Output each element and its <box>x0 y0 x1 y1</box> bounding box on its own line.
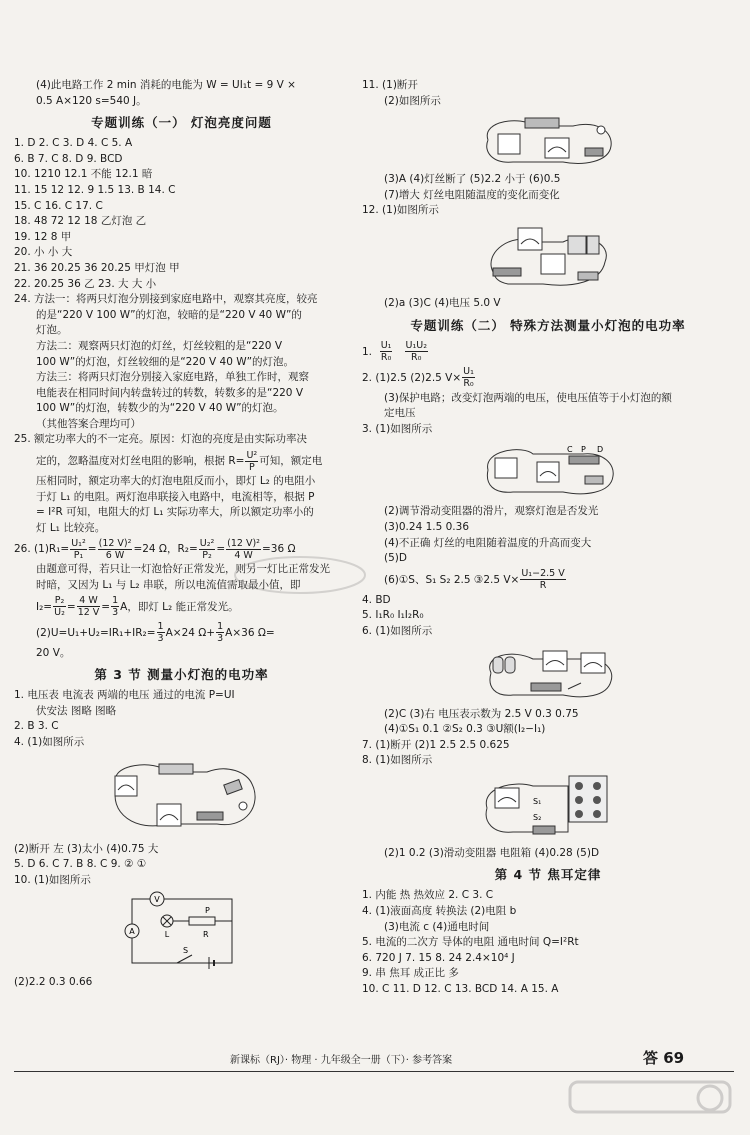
apparatus-figure-q11 <box>473 112 623 168</box>
text-line: (2)如图所示 <box>384 94 441 107</box>
text-line: (4)不正确 灯丝的电阻随着温度的升高而变大 <box>384 536 592 549</box>
fraction: $\frac{\text{P₂}}{\text{U₂}}$ <box>54 595 65 619</box>
text-line: 的是“220 V 100 W”的灯泡，较暗的是“220 V 40 W”的 <box>36 308 302 321</box>
faded-stamp <box>230 553 370 598</box>
terminal-label: P <box>581 445 586 455</box>
footer-text: 新课标（RJ）· 物理 · 九年级全一册（下）· 参考答案 <box>230 1055 453 1066</box>
slider-label: P <box>204 906 210 916</box>
fraction: $\frac{1}{3}$ <box>217 621 224 645</box>
fraction: $\frac{\text{U₁}}{\text{R₀}}$ <box>463 366 474 390</box>
text-line: 灯泡。 <box>36 324 68 337</box>
section-heading: 专题训练（二） 特殊方法测量小灯泡的电功率 <box>410 317 686 333</box>
section-heading: 第 3 节 测量小灯泡的电功率 <box>94 667 269 683</box>
text-line: (2)1 0.2 (3)滑动变阻器 电阻箱 (4)0.28 (5)D <box>384 846 600 859</box>
fraction: $\frac{1}{3}$ <box>157 621 164 645</box>
text-line: 18. 48 72 12 18 乙灯泡 乙 <box>14 215 147 228</box>
text-line: 电能表在相同时间内转盘转过的转数，转数多的是“220 V <box>36 386 304 399</box>
text-line: 方法三：将两只灯泡分别接入家庭电路，单独工作时，观察 <box>36 371 309 384</box>
fraction: $\frac{\text{(12 V)²}}{4 W}$ <box>227 537 260 561</box>
text-line: 11. (1)断开 <box>362 79 418 91</box>
text-line: 7. (1)断开 (2)1 2.5 2.5 0.625 <box>362 738 510 751</box>
text-line: 20 V。 <box>36 646 71 659</box>
text-line: 灯 L₁ 比较亮。 <box>36 521 106 534</box>
left-column <box>14 78 349 991</box>
switch-label: S₂ <box>533 812 542 822</box>
meter-label: V <box>153 895 160 905</box>
formula-line: 26. (1)R₁= $\frac{\text{U₁²}}{\text{P₁}}$ = $\frac{\text{(12 V)²}}{6 W}$ =24 Ω，R₂= $\frac{\text{U₂²}}{\text{P₂}}$ = $\frac{\text{(12 V)²}}{4 W}$ =36 Ω <box>14 537 296 561</box>
apparatus-figure-q6 <box>473 643 623 703</box>
text-line: 4. BD <box>362 593 391 606</box>
formula-line: (2)U=U₁+U₂=IR₁+IR₂= $\frac{1}{3}$ A×24 Ω+ $\frac{1}{3}$ A×36 Ω= <box>36 621 275 645</box>
text-line: 由题意可得，若只让一灯泡恰好正常发光，则另一灯比正常发光 <box>36 563 330 576</box>
text-line: 1. D 2. C 3. D 4. C 5. A <box>14 137 133 150</box>
apparatus-figure-q3 <box>473 440 623 500</box>
formula-line: 1. $\frac{\text{U₁}}{\text{R₀}}$ $\frac{\text{U₁U₂}}{\text{R₀}}$ <box>362 340 428 364</box>
text-line: 方法二：观察两只灯泡的灯丝，灯丝较粗的是“220 V <box>36 339 283 352</box>
text-line: (2)a (3)C (4)电压 5.0 V <box>384 296 501 309</box>
text-line: 3. (1)如图所示 <box>362 422 433 435</box>
switch-label: S₁ <box>533 796 542 806</box>
fraction: $\frac{\text{U₁U₂}}{\text{R₀}}$ <box>405 340 428 364</box>
fraction: $\frac{\text{U²}}{P}$ <box>246 449 258 473</box>
text-line: (3)保护电路；改变灯泡两端的电压，使电压值等于小灯泡的额 <box>384 391 672 404</box>
meter-label: A <box>128 927 135 937</box>
page-number: 答 69 <box>643 1049 685 1067</box>
text-line: 压相同时，额定功率大的灯泡电阻反而小，即灯 L₂ 的电阻小 <box>36 475 316 488</box>
text-line: (3)A (4)灯丝断了 (5)2.2 小于 (6)0.5 <box>384 173 561 186</box>
fraction: $\frac{\text{U₁−2.5 V}}{R}$ <box>521 568 565 592</box>
fraction: $\frac{\text{(12 V)²}}{6 W}$ <box>98 537 132 561</box>
text-line: 10. (1)如图所示 <box>14 873 91 886</box>
fraction: $\frac{1}{3}$ <box>112 595 119 619</box>
terminal-label: D <box>597 445 604 455</box>
text-line: 100 W”的灯泡，转数少的为“220 V 40 W”的灯泡。 <box>36 402 284 415</box>
text-line: 12. (1)如图所示 <box>362 204 439 217</box>
text-line: 于灯 L₁ 的电阻。两灯泡串联接入电路中，电流相等，根据 P <box>36 490 315 503</box>
apparatus-figure-q4 <box>97 754 267 838</box>
fraction: $\frac{\text{U₁}}{\text{R₀}}$ <box>380 340 392 364</box>
text-line: 11. 15 12 12. 9 1.5 13. B 14. C <box>14 183 176 196</box>
text-line: 100 W”的灯泡，灯丝较细的是“220 V 40 W”的灯泡。 <box>36 355 295 368</box>
section-heading: 第 4 节 焦耳定律 <box>494 867 602 883</box>
apparatus-figure-q8 <box>473 772 623 842</box>
text-line: 5. 电流的二次方 导体的电阻 通电时间 Q=I²Rt <box>362 936 579 949</box>
circuit-diagram-q10 <box>117 891 247 971</box>
text-line: 10. 1210 12.1 不能 12.1 暗 <box>14 168 153 181</box>
fraction: $\frac{\text{U₁²}}{\text{P₁}}$ <box>71 537 86 561</box>
text-line: 4. (1)液面高度 转换法 (2)电阻 b <box>362 905 517 918</box>
text-line: (2)2.2 0.3 0.66 <box>14 976 93 989</box>
text-line: (5)D <box>384 552 407 565</box>
text-line: (4)此电路工作 2 min 消耗的电能为 W = UI₁t = 9 V × <box>36 79 296 91</box>
formula-line: 定的，忽略温度对灯丝电阻的影响，根据 R= $\frac{\text{U²}}{P}$ 可知，额定电 <box>36 449 323 473</box>
text-line: 9. 串 焦耳 成正比 多 <box>362 967 459 980</box>
terminal-label: C <box>567 445 573 455</box>
lamp-label: L <box>164 930 169 940</box>
text-line: 22. 20.25 36 乙 23. 大 大 小 <box>14 277 157 290</box>
watermark-logo <box>560 1078 740 1133</box>
text-line: 25. 额定功率大的不一定亮。原因：灯泡的亮度是由实际功率决 <box>14 433 308 446</box>
text-line: (3)0.24 1.5 0.36 <box>384 520 470 533</box>
resistor-label: R <box>202 930 209 940</box>
text-line: 20. 小 小 大 <box>14 246 73 259</box>
text-line: 5. D 6. C 7. B 8. C 9. ② ① <box>14 858 147 871</box>
text-line: 定电压 <box>384 407 416 420</box>
apparatus-figure-q12 <box>473 222 623 292</box>
text-line: 时暗，又因为 L₁ 与 L₂ 串联，所以电流值需取最小值，即 <box>36 579 301 592</box>
text-line: 6. 720 J 7. 15 8. 24 2.4×10⁴ J <box>362 951 515 964</box>
text-line: (2)调节滑动变阻器的滑片，观察灯泡是否发光 <box>384 505 599 518</box>
text-line: 4. (1)如图所示 <box>14 736 85 748</box>
text-line: 19. 12 8 甲 <box>14 230 72 243</box>
fraction: $\frac{\text{U₂²}}{\text{P₂}}$ <box>199 537 215 561</box>
text-line: 6. (1)如图所示 <box>362 624 433 637</box>
text-line: (7)增大 灯丝电阻随温度的变化而变化 <box>384 188 560 201</box>
section-heading: 专题训练（一） 灯泡亮度问题 <box>91 115 272 131</box>
formula-line: I₂= $\frac{\text{P₂}}{\text{U₂}}$ = $\frac{4 W}{12 V}$ = $\frac{1}{3}$ A，即灯 L₂ 能正常发光。 <box>36 595 239 619</box>
text-line: 21. 36 20.25 36 20.25 甲灯泡 甲 <box>14 261 180 274</box>
fraction: $\frac{4 W}{12 V}$ <box>77 595 100 619</box>
text-line: 伏安法 图略 图略 <box>36 704 117 717</box>
text-line: 5. I₁R₀ I₁I₂R₀ <box>362 609 424 622</box>
text-line: 6. B 7. C 8. D 9. BCD <box>14 152 123 165</box>
text-line: 8. (1)如图所示 <box>362 754 433 767</box>
formula-line: 2. (1)2.5 (2)2.5 V× $\frac{\text{U₁}}{\text{R₀}}$ <box>362 366 474 390</box>
text-line: 2. B 3. C <box>14 720 59 733</box>
text-line: 1. 内能 热 热效应 2. C 3. C <box>362 889 494 902</box>
text-line: 0.5 A×120 s=540 J。 <box>36 94 147 107</box>
switch-label: S <box>182 946 188 956</box>
text-line: 10. C 11. D 12. C 13. BCD 14. A 15. A <box>362 983 559 996</box>
footer-divider <box>14 1071 734 1072</box>
text-line: 1. 电压表 电流表 两端的电压 通过的电流 P=UI <box>14 689 235 702</box>
right-column <box>362 78 734 998</box>
formula-line: (6)①S、S₁ S₂ 2.5 ③2.5 V× $\frac{\text{U₁−2.5 V}}{R}$ <box>384 568 565 592</box>
text-line: (2)断开 左 (3)太小 (4)0.75 大 <box>14 842 159 855</box>
text-line: 24. 方法一：将两只灯泡分别接到家庭电路中，观察其亮度，较亮 <box>14 293 318 306</box>
text-line: (2)C (3)右 电压表示数为 2.5 V 0.3 0.75 <box>384 707 579 720</box>
text-line: = I²R 可知，电阻大的灯 L₁ 实际功率大，所以额定功率小的 <box>36 506 314 519</box>
text-line: 15. C 16. C 17. C <box>14 199 103 212</box>
text-line: (4)①S₁ 0.1 ②S₂ 0.3 ③U额(I₂−I₁) <box>384 723 546 736</box>
text-line: （其他答案合理均可） <box>36 417 141 430</box>
text-line: (3)电流 c (4)通电时间 <box>384 920 490 933</box>
